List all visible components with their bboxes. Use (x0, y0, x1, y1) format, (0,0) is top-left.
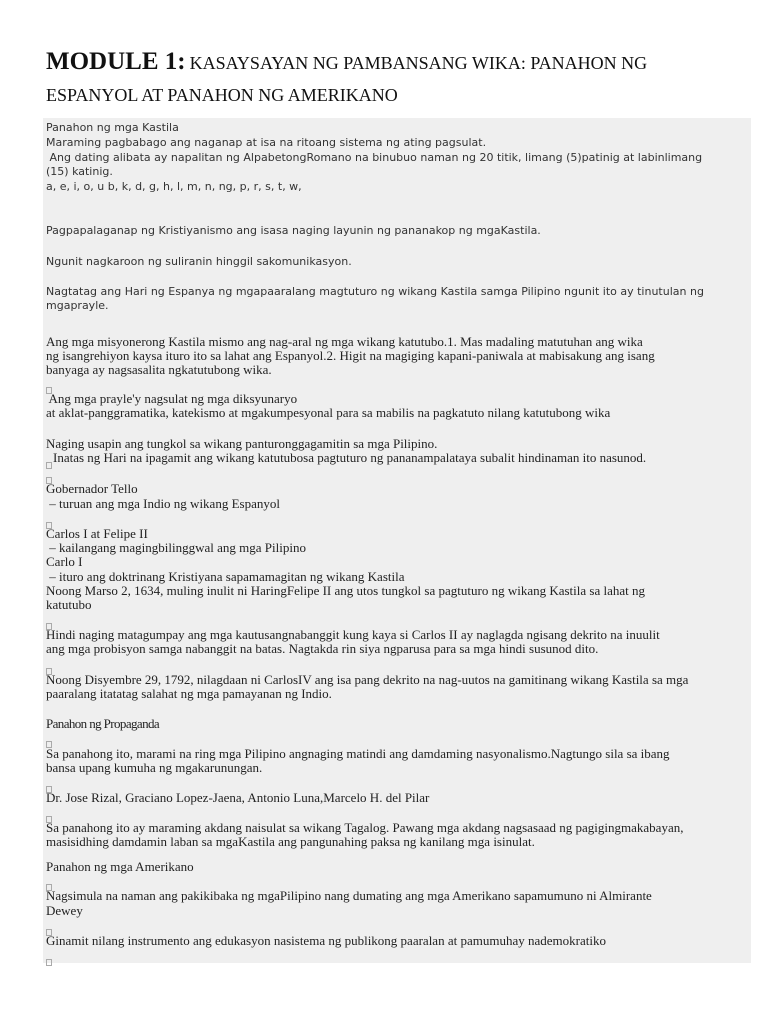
missing-glyph-icon (46, 952, 52, 970)
heading-panahon-amerikano: Panahon ng mga Amerikano (46, 859, 194, 874)
text-line: Ang dating alibata ay napalitan ng AlpabetongRomano na binubuo naman ng 20 titik, limang (5)patinig at labinlimang (46, 151, 703, 164)
text-line: Ngunit nagkaroon ng suliranin hinggil sakomunikasyon. (46, 255, 352, 268)
module-title-line2: ESPANYOL AT PANAHON NG AMERIKANO (46, 85, 398, 105)
text-line: Hindi naging matagumpay ang mga kautusangnabanggit kung kaya si Carlos II ay naglagda ngisang dekrito na inuulit (46, 627, 660, 642)
text-line: (15) katinig. (46, 165, 113, 178)
text-line: Ginamit nilang instrumento ang edukasyon nasistema ng publikong paaralan at pamumuhay nademokratiko (46, 933, 606, 948)
text-line: ang mga probisyon samga nabanggit na batas. Nagtakda rin siya ngparusa para sa mga hindi susunod dito. (46, 641, 599, 656)
text-line: Pagpapalaganap ng Kristiyanismo ang isasa naging layunin ng pananakop ng mgaKastila. (46, 224, 541, 237)
text-line: Carlos I at Felipe II (46, 526, 148, 541)
text-line: Sa panahong ito, marami na ring mga Pilipino angnaging matindi ang damdaming nasyonalismo.Nagtungo sila sa ibang (46, 746, 670, 761)
text-line: katutubo (46, 597, 92, 612)
text-line: ng isangrehiyon kaysa ituro ito sa lahat ang Espanyol.2. Higit na magiging kapani-paniwala at mabisakung ang isang (46, 348, 655, 363)
text-line: Nagsimula na naman ang pakikibaka ng mgaPilipino nang dumating ang mga Amerikano sapamumuno ni Almirante (46, 888, 652, 903)
text-line: masisidhing damdamin laban sa mgaKastila ang pangunahing paksa ng kanilang mga isinulat. (46, 834, 535, 849)
text-line: Dr. Jose Rizal, Graciano Lopez-Jaena, Antonio Luna,Marcelo H. del Pilar (46, 790, 430, 805)
text-line: – ituro ang doktrinang Kristiyana sapamamagitan ng wikang Kastila (46, 569, 405, 584)
text-line: Nagtatag ang Hari ng Espanya ng mgapaaralang magtuturo ng wikang Kastila samga Pilipino ngunit ito ay tinutulan ng (46, 285, 704, 298)
text-line: banyaga ay nagsasalita ngkatutubong wika. (46, 362, 272, 377)
text-line: Maraming pagbabago ang naganap at isa na ritoang sistema ng ating pagsulat. (46, 136, 487, 149)
text-line: – turuan ang mga Indio ng wikang Espanyol (46, 496, 280, 511)
text-line: – kailangang magingbilinggwal ang mga Pilipino (46, 540, 306, 555)
text-line: mgaprayle. (46, 299, 109, 312)
text-line: Noong Disyembre 29, 1792, nilagdaan ni CarlosIV ang isa pang dekrito na nag-uutos na gamitinang wikang Kastila sa mga (46, 672, 689, 687)
text-line: paaralang itatatag salahat ng mga pamayanan ng Indio. (46, 686, 332, 701)
text-line: Naging usapin ang tungkol sa wikang panturonggagamitin sa mga Pilipino. (46, 436, 438, 451)
module-title (46, 47, 746, 112)
module-label: MODULE 1: (46, 48, 186, 75)
text-line: Dewey (46, 903, 83, 918)
text-line: Inatas ng Hari na ipagamit ang wikang katutubosa pagtuturo ng pananampalataya subalit hindinaman ito nasunod. (53, 450, 647, 465)
text-line: at aklat-panggramatika, katekismo at mgakumpesyonal para sa mabilis na pagkatuto nilang katutubong wika (46, 405, 611, 420)
text-line: Ang mga misyonerong Kastila mismo ang nag-aral ng mga wikang katutubo.1. Mas madaling matutuhan ang wika (46, 334, 643, 349)
heading-panahon-propaganda: Panahon ng Propaganda (46, 716, 160, 731)
heading-panahon-kastila: Panahon ng mga Kastila (46, 121, 179, 134)
text-line: Noong Marso 2, 1634, muling inulit ni HaringFelipe II ang utos tungkol sa pagtuturo ng wikang Kastila sa lahat ng (46, 583, 646, 598)
text-line: bansa upang kumuha ng mgakarunungan. (46, 760, 263, 775)
alphabet-list: a, e, i, o, u b, k, d, g, h, l, m, n, ng, p, r, s, t, w, (46, 180, 302, 193)
module-title-line1: KASAYSAYAN NG PAMBANSANG WIKA: PANAHON NG (189, 53, 648, 73)
text-line: Gobernador Tello (46, 481, 138, 496)
text-line: Carlo I (46, 554, 83, 569)
text-line: Ang mga prayle'y nagsulat ng mga diksyunaryo (46, 391, 298, 406)
text-line: Sa panahong ito ay maraming akdang naisulat sa wikang Tagalog. Pawang mga akdang nagsasaad ng pagigingmakabayan, (46, 820, 684, 835)
